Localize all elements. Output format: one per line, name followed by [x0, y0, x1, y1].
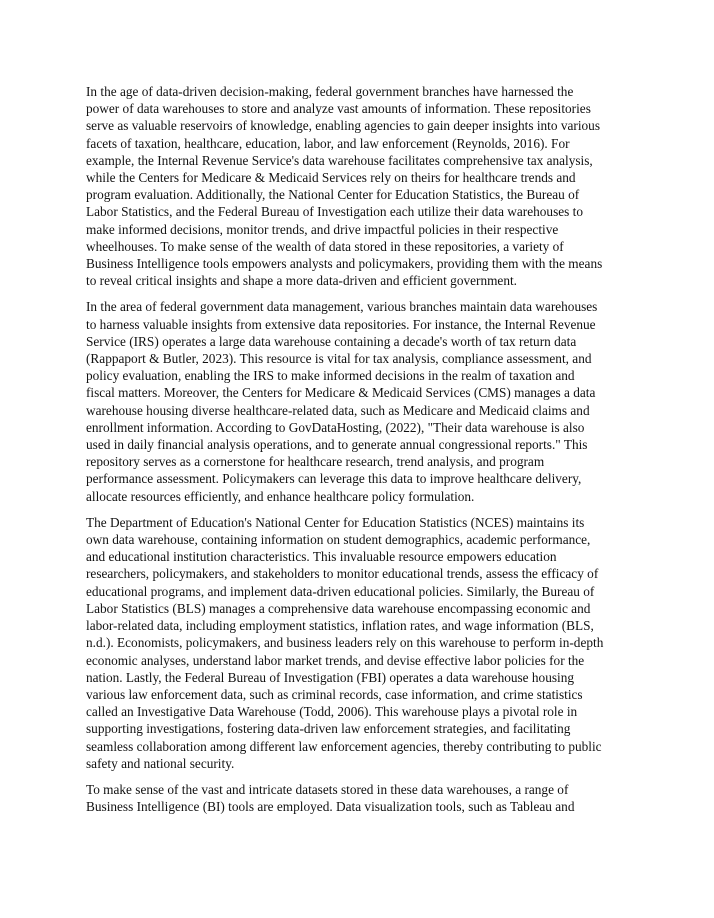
text-line: educational programs, and implement data-driven educational policies. Similarly, the Bureau of: [86, 583, 595, 599]
text-line: and educational institution characteristics. This invaluable resource empowers education: [86, 549, 557, 565]
text-line: power of data warehouses to store and analyze vast amounts of information. These repositories: [86, 101, 591, 117]
text-line: repository serves as a cornerstone for healthcare research, trend analysis, and program: [86, 454, 545, 470]
text-line: serve as valuable reservoirs of knowledge, enabling agencies to gain deeper insights into various: [86, 118, 600, 134]
paragraph-2: [86, 298, 638, 504]
text-line: while the Centers for Medicare & Medicaid Services rely on theirs for healthcare trends and: [86, 170, 576, 186]
text-line: Business Intelligence tools empowers analysts and policymakers, providing them with the means: [86, 256, 603, 272]
text-line: policy evaluation, enabling the IRS to make informed decisions in the realm of taxation and: [86, 368, 575, 384]
text-line: supporting investigations, fostering data-driven law enforcement strategies, and facilitating: [86, 721, 571, 737]
text-line: Business Intelligence (BI) tools are employed. Data visualization tools, such as Tableau and: [86, 799, 575, 815]
text-line: enrollment information. According to GovDataHosting, (2022), "Their data warehouse is also: [86, 419, 585, 435]
text-line: safety and national security.: [86, 755, 235, 771]
text-line: facets of taxation, healthcare, education, labor, and law enforcement (Reynolds, 2016). For: [86, 135, 570, 151]
text-line: called an Investigative Data Warehouse (Todd, 2006). This warehouse plays a pivotal role in: [86, 704, 578, 720]
text-line: to reveal critical insights and shape a more data-driven and efficient government.: [86, 273, 517, 289]
text-line: to harness valuable insights from extensive data repositories. For instance, the Internal Revenue: [86, 316, 596, 332]
text-line: wheelhouses. To make sense of the wealth of data stored in these repositories, a variety of: [86, 238, 564, 254]
text-line: In the age of data-driven decision-making, federal government branches have harnessed the: [86, 84, 574, 99]
text-line: allocate resources efficiently, and enhance healthcare policy formulation.: [86, 488, 475, 504]
text-line: seamless collaboration among different law enforcement agencies, thereby contributing to public: [86, 738, 602, 754]
text-line: various law enforcement data, such as criminal records, case information, and crime statistics: [86, 686, 583, 702]
text-line: Labor Statistics (BLS) manages a comprehensive data warehouse encompassing economic and: [86, 600, 591, 616]
text-line: Service (IRS) operates a large data warehouse containing a decade's worth of tax return data: [86, 333, 577, 349]
text-line: economic analyses, understand labor market trends, and devise effective labor policies for the: [86, 652, 585, 668]
text-line: program evaluation. Additionally, the National Center for Education Statistics, the Bureau of: [86, 187, 580, 203]
text-line: warehouse housing diverse healthcare-related data, such as Medicare and Medicaid claims and: [86, 402, 590, 418]
text-line: labor-related data, including employment statistics, inflation rates, and wage information (BLS,: [86, 618, 594, 634]
text-line: fiscal matters. Moreover, the Centers for Medicare & Medicaid Services (CMS) manages a data: [86, 385, 596, 401]
text-line: researchers, policymakers, and stakeholders to monitor educational trends, assess the efficacy of: [86, 566, 599, 582]
paragraph-4: [86, 781, 638, 815]
text-line: The Department of Education's National Center for Education Statistics (NCES) maintains its: [86, 514, 585, 530]
document-body: [86, 83, 638, 824]
text-line: To make sense of the vast and intricate datasets stored in these data warehouses, a range of: [86, 781, 569, 797]
text-line: own data warehouse, containing information on student demographics, academic performance,: [86, 532, 591, 548]
text-line: Labor Statistics, and the Federal Bureau of Investigation each utilize their data warehouses to: [86, 204, 583, 220]
text-line: example, the Internal Revenue Service's data warehouse facilitates comprehensive tax analysis,: [86, 152, 593, 168]
text-line: n.d.). Economists, policymakers, and business leaders rely on this warehouse to perform in-depth: [86, 635, 604, 651]
text-line: make informed decisions, monitor trends, and drive impactful policies in their respective: [86, 221, 559, 237]
text-line: nation. Lastly, the Federal Bureau of Investigation (FBI) operates a data warehouse housing: [86, 669, 575, 685]
text-line: In the area of federal government data management, various branches maintain data warehouses: [86, 299, 598, 315]
paragraph-1: [86, 83, 638, 289]
text-line: (Rappaport & Butler, 2023). This resource is vital for tax analysis, compliance assessment, and: [86, 351, 592, 367]
paragraph-3: [86, 514, 638, 772]
text-line: performance assessment. Policymakers can leverage this data to improve healthcare delivery,: [86, 471, 582, 487]
text-line: used in daily financial analysis operations, and to generate annual congressional reports." This: [86, 437, 588, 453]
